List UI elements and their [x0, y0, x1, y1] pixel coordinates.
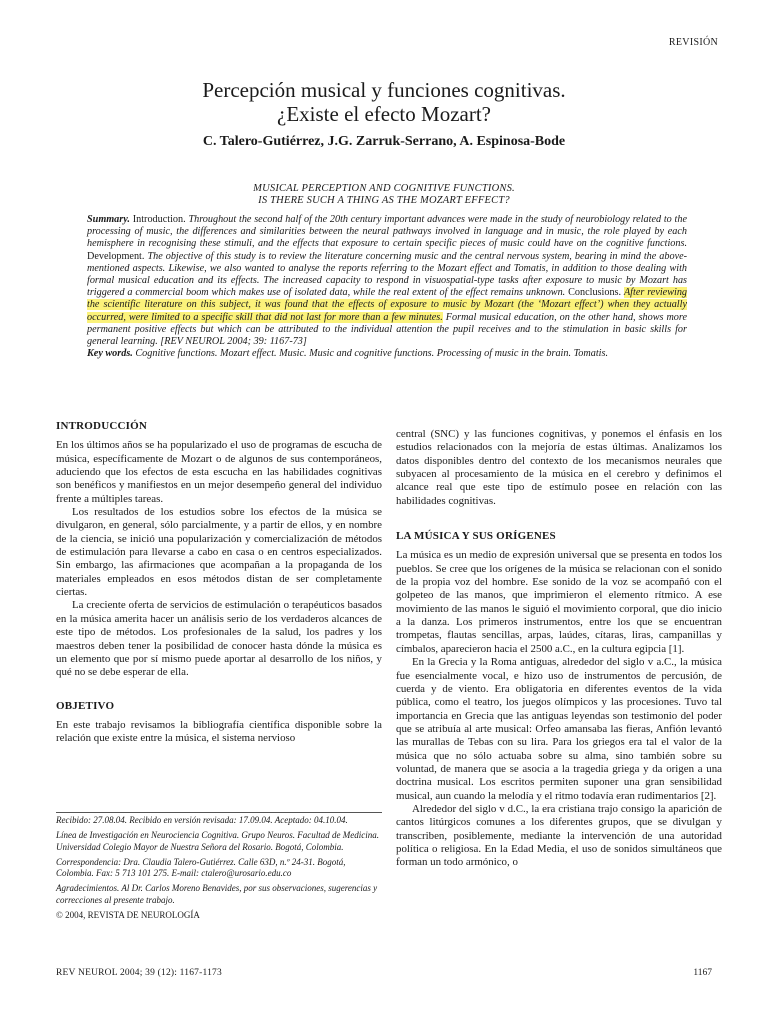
title-line-1: Percepción musical y funciones cognitivas.	[202, 78, 566, 103]
received-dates: Recibido: 27.08.04. Recibido en versión revisada: 17.09.04. Aceptado: 04.10.04.	[56, 815, 348, 825]
page-number: 1167	[693, 968, 712, 978]
keywords-text: Cognitive functions. Mozart effect. Music. Music and cognitive functions. Processing of music in the brain. Tomatis.	[135, 348, 609, 360]
article-title	[0, 78, 768, 126]
paragraph: En este trabajo revisamos la bibliografía científica disponible sobre la relación que existe entre la música, el sistema nervioso	[56, 718, 382, 745]
introduction-text: Throughout the second half of the 20th century important advances were made in the study of neurobiology related to the processing of music, the differences and similarities between the neural pathways involved in language and in music, the role played by each hemisphere in recognising these stimuli, and the effects that exposure to certain specific pieces of music could have on the cognitive functions.	[87, 214, 688, 250]
development-text: The objective of this study is to review the literature concerning music and the central nervous system, bearing in mind the above-mentioned aspects. Likewise, we also wanted to analyse the reports referring to the Mozart effect and Tomatis, in addition to those dealing with formal musical education and its effects. The increased capacity to respond in visuospatial-type tasks after exposure to music by Mozart has triggered a commercial boom which makes use of isolated data, while the real extent of the effect remains unknown.	[87, 250, 688, 299]
highlighted-conclusion: After reviewing the scientific literature on this subject, it was found that the effects of exposure to music by Mozart (the ‘Mozart effect’) when they actually occurred, were limited to a specific skill that did not last for more than a few minutes.	[87, 287, 688, 323]
heading-objetivo: OBJETIVO	[56, 699, 115, 712]
abstract-body	[87, 214, 687, 348]
title-line-2: ¿Existe el efecto Mozart?	[277, 102, 491, 127]
paragraph: Alrededor del siglo v d.C., la era cristiana trajo consigo la aparición de cantos litúrgicos comunes a los diferentes grupos, que se divulgan y transcriben, posiblemente, mediante la intervención de una autoridad política o religiosa. En la Edad Media, el uso de sonidos simultáneos que forman un todo armónico, o	[396, 802, 722, 869]
journal-citation: REV NEUROL 2004; 39 (12): 1167-1173	[56, 968, 222, 978]
copyright: © 2004, REVISTA DE NEUROLOGÍA	[56, 910, 200, 921]
summary-label: Summary.	[87, 214, 130, 225]
paragraph: En la Grecia y la Roma antiguas, alrededor del siglo v a.C., la música fue esencialmente vocal, e hizo uso de instrumentos de percusión, de cuerda y de viento. Era obligatoria en diferentes eventos de la vida pública, como el teatro, los juegos olímpicos y las procesiones. Tuvo tal importancia en Grecia que las antiguas leyendas son testimonio del poder que se atribuía al arte musical: Orfeo amansaba las fieras, Anfión levantó las murallas de Tebas con su lira. Para los griegos era tal el valor de la música que no sólo actuaba sobre su alma, sino también sobre su voluntad, de manera que se asocia a la tragedia griega y da origen a una doctrina musical. Los escritos permiten suponer una gran sensibilidad musical, aun cuando la melodía y el ritmo todavía eran rudimentarios [2].	[396, 656, 722, 802]
conclusions-label: Conclusions.	[568, 287, 622, 299]
paragraph: Los resultados de los estudios sobre los efectos de la música se divulgaron, en general, sólo parcialmente, y a partir de ellos, y en nombre de la ciencia, se inició una popularización y comercialización de métodos de estimulación para llevarse a cabo en casa o en centros especializados. Sin embargo, las afirmaciones que acompañan a la propaganda de los materiales empleados en esos métodos distan de ser completamente ciertas.	[56, 506, 382, 599]
keywords	[87, 348, 687, 360]
paragraph: La creciente oferta de servicios de estimulación o terapéuticos basados en la música amerita hacer un análisis serio de los verdaderos alcances de este tipo de métodos. Los profesionales de la salud, los padres y los maestros deben tener la posibilidad de conocer hasta dónde la música es un elemento que por sí mismo puede aportar al desarrollo de los niños, y qué no se debe esperar de ella.	[56, 599, 382, 679]
keywords-label: Key words.	[87, 348, 133, 360]
correspondence: Correspondencia: Dra. Claudia Talero-Gutiérrez. Calle 63D, n.º 24-31. Bogotá, Colombia. Fax: 5 713 101 275. E-mail: ctalero@urosario.edu.co	[56, 856, 346, 879]
development-label: Development.	[87, 250, 145, 262]
heading-introduccion: INTRODUCCIÓN	[56, 420, 148, 432]
authors: C. Talero-Gutiérrez, J.G. Zarruk-Serrano, A. Espinosa-Bode	[202, 134, 566, 149]
paragraph: central (SNC) y las funciones cognitivas, y ponemos el énfasis en los estudios relacionados con la mejoría de estas últimas. Analizamos los datos disponibles dentro del contexto de los mecanismos neurales que subyacen al procesamiento de la música en el cerebro y definimos el alcance real que este tipo de estímulo posee en relación con las habilidades cognitivas.	[396, 428, 722, 507]
abstract	[87, 214, 687, 360]
left-column	[56, 420, 382, 746]
affiliation: Línea de Investigación en Neurociencia Cognitiva. Grupo Neuros. Facultad de Medicina. Universidad Colegio Mayor de Nuestra Señora del Rosario. Bogotá, Colombia.	[56, 830, 380, 852]
right-column	[396, 428, 722, 870]
acknowledgements: Agradecimientos. Al Dr. Carlos Moreno Benavides, por sus observaciones, sugerencias y correcciones al presente trabajo.	[56, 883, 378, 905]
footnotes	[56, 812, 382, 925]
english-title-line-2: IS THERE SUCH A THING AS THE MOZART EFFECT?	[258, 195, 510, 206]
introduction-label: Introduction.	[132, 214, 186, 225]
heading-la-musica: LA MÚSICA Y SUS ORÍGENES	[396, 530, 556, 543]
english-title	[0, 183, 768, 207]
section-label: REVISIÓN	[668, 37, 718, 48]
paragraph: En los últimos años se ha popularizado el uso de programas de escucha de música, específicamente de Mozart o de algunos de sus contemporáneos, aduciendo que los efectos de esta escucha en las habilidades cognitivas son benéficos y manifiestos en un mejor desempeño general del individuo frente a múltiples tareas.	[56, 439, 382, 505]
paragraph: La música es un medio de expresión universal que se presenta en todos los pueblos. Se cree que los orígenes de la música se relacionan con el sonido de la propia voz del hombre. Ese sonido de la voz se acompañó con el golpeteo de las manos, que imprimieron el elemento rítmico. A ese movimiento de las manos le siguió el movimiento corporal, que dio inicio a la danza. Los primeros instrumentos, entre los que se encuentran trompetas, flautas sencillas, arpas, laúdes, cítaras, liras, campanillas y címbalos, aparecieron hacia el 2500 a.C., en la cultura egipcia [1].	[396, 549, 722, 655]
english-title-line-1: MUSICAL PERCEPTION AND COGNITIVE FUNCTIONS.	[253, 183, 515, 194]
conclusions-text: Formal musical education, on the other hand, shows more permanent positive effects but which can be attributed to the individual attention the pupil receives and to the stimulation in basic skills for general learning. [REV NEUROL 2004; 39: 1167-73]	[87, 311, 688, 348]
